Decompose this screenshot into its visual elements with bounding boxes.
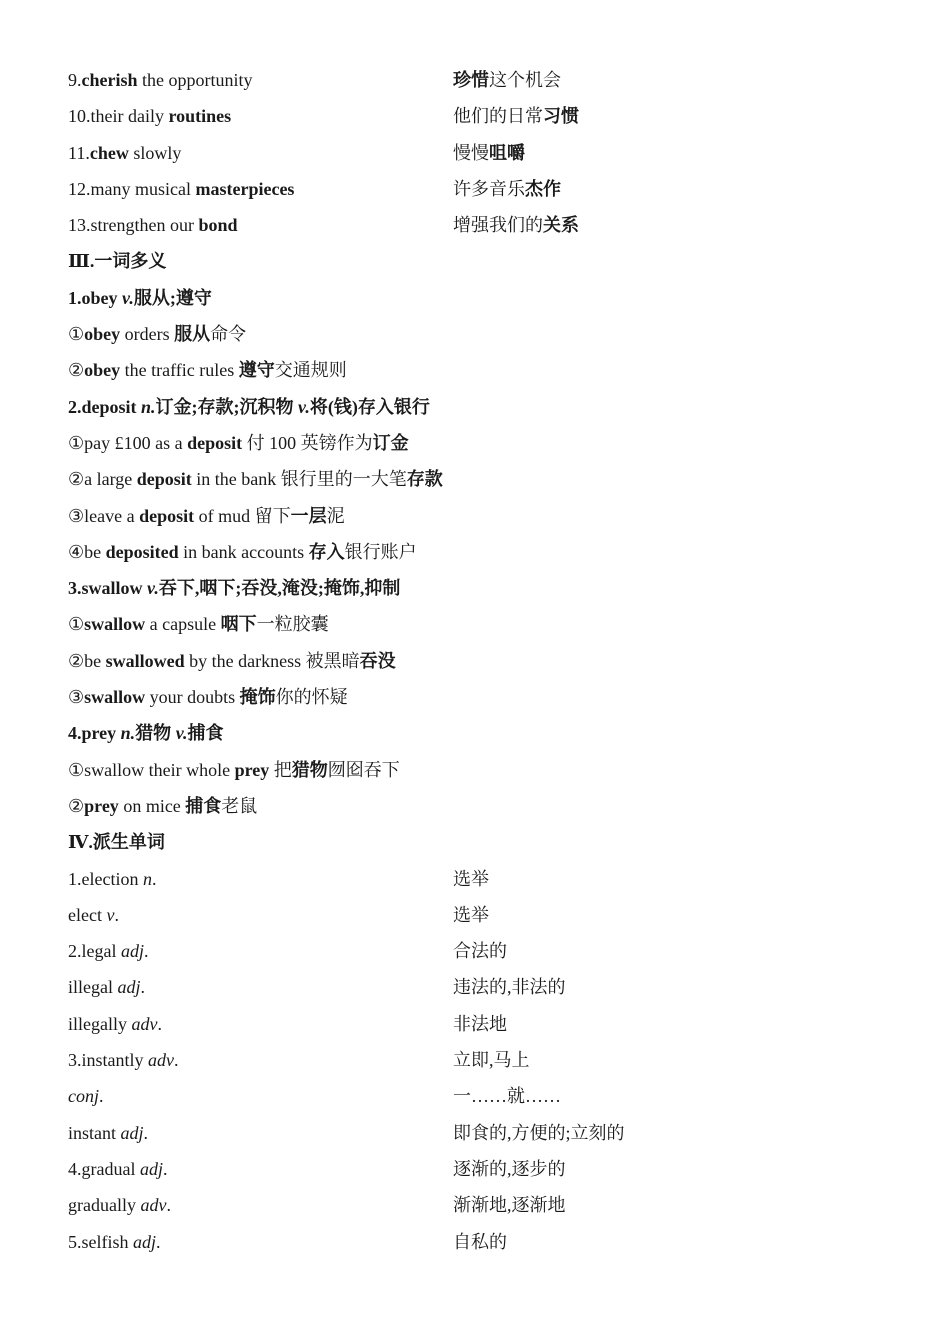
- derived-word-row: [68, 1115, 908, 1151]
- phrase-row: [68, 171, 908, 207]
- phrase-row: [68, 62, 908, 98]
- derived-word: instant adj.: [68, 1122, 149, 1143]
- derived-word: 3.instantly adv.: [68, 1050, 179, 1071]
- derived-word-meaning: 立即,马上: [453, 1050, 530, 1071]
- word-entry-heading: 3.swallow v.吞下,咽下;吞没,淹没;掩饰,抑制: [68, 578, 401, 599]
- derived-word-row: [68, 861, 908, 897]
- derived-word: 1.election n.: [68, 868, 157, 889]
- derived-word-meaning: 自私的: [453, 1231, 507, 1252]
- example-line: ②prey on mice 捕食老鼠: [68, 795, 258, 816]
- example-line: ②obey the traffic rules 遵守交通规则: [68, 360, 347, 381]
- phrase-chinese: 增强我们的关系: [453, 215, 579, 236]
- word-entry-heading: 4.prey n.猎物 v.捕食: [68, 723, 224, 744]
- derived-word-row: [68, 1151, 908, 1187]
- example-line: ③swallow your doubts 掩饰你的怀疑: [68, 687, 348, 708]
- derived-word: 5.selfish adj.: [68, 1231, 161, 1252]
- derived-word-meaning: 选举: [453, 868, 489, 889]
- phrase-english: 9.cherish the opportunity: [68, 70, 253, 90]
- example-line: ③leave a deposit of mud 留下一层泥: [68, 505, 345, 526]
- derived-word: 2.legal adj.: [68, 941, 149, 962]
- derived-word-meaning: 逐渐的,逐步的: [453, 1158, 566, 1179]
- section-heading: Ⅲ.一词多义: [68, 251, 167, 272]
- derived-word-meaning: 选举: [453, 904, 489, 925]
- derived-word-row: [68, 969, 908, 1005]
- derived-word-meaning: 一……就……: [453, 1086, 561, 1107]
- vocabulary-page: [68, 62, 908, 1260]
- phrase-english: 10.their daily routines: [68, 106, 232, 127]
- derived-word-row: [68, 1042, 908, 1078]
- derived-word: illegally adv.: [68, 1013, 162, 1034]
- example-line: ①obey orders 服从命令: [68, 324, 247, 345]
- phrase-row: [68, 98, 908, 134]
- example-line: ④be deposited in bank accounts 存入银行账户: [68, 541, 417, 562]
- phrase-row: [68, 135, 908, 171]
- derived-word-meaning: 违法的,非法的: [453, 977, 566, 998]
- example-line: ②be swallowed by the darkness 被黑暗吞没: [68, 650, 396, 671]
- word-entry-heading: 1.obey v.服从;遵守: [68, 287, 212, 308]
- derived-word-row: [68, 933, 908, 969]
- derived-word-row: [68, 1224, 908, 1260]
- derived-word-row: [68, 1187, 908, 1223]
- word-entry-heading: 2.deposit n.订金;存款;沉积物 v.将(钱)存入银行: [68, 396, 430, 417]
- derived-word-meaning: 渐渐地,逐渐地: [453, 1195, 566, 1216]
- phrase-chinese: 慢慢咀嚼: [453, 142, 525, 163]
- example-line: ②a large deposit in the bank 银行里的一大笔存款: [68, 469, 443, 490]
- phrase-english: 13.strengthen our bond: [68, 215, 238, 236]
- example-line: ①pay £100 as a deposit 付 100 英镑作为订金: [68, 432, 409, 453]
- derived-word-row: [68, 1006, 908, 1042]
- derived-word: conj.: [68, 1086, 104, 1107]
- phrase-chinese: 珍惜这个机会: [453, 70, 561, 90]
- derived-word-meaning: 合法的: [453, 941, 507, 962]
- phrase-english: 11.chew slowly: [68, 142, 182, 163]
- example-line: ①swallow a capsule 咽下一粒胶囊: [68, 614, 329, 635]
- derived-word-meaning: 即食的,方便的;立刻的: [453, 1122, 625, 1143]
- derived-word: 4.gradual adj.: [68, 1158, 168, 1179]
- phrase-chinese: 许多音乐杰作: [453, 178, 561, 199]
- derived-word-row: [68, 897, 908, 933]
- derived-word: illegal adj.: [68, 977, 145, 998]
- section-heading: Ⅳ.派生单词: [68, 832, 165, 853]
- phrase-row: [68, 207, 908, 243]
- derived-word-row: [68, 1078, 908, 1114]
- phrase-chinese: 他们的日常习惯: [453, 106, 579, 127]
- derived-word-list: [68, 861, 908, 1260]
- phrase-english: 12.many musical masterpieces: [68, 178, 295, 199]
- derived-word-meaning: 非法地: [453, 1013, 507, 1034]
- derived-word: gradually adv.: [68, 1195, 171, 1216]
- example-line: ①swallow their whole prey 把猎物囫囵吞下: [68, 759, 400, 780]
- derived-word: elect v.: [68, 904, 119, 925]
